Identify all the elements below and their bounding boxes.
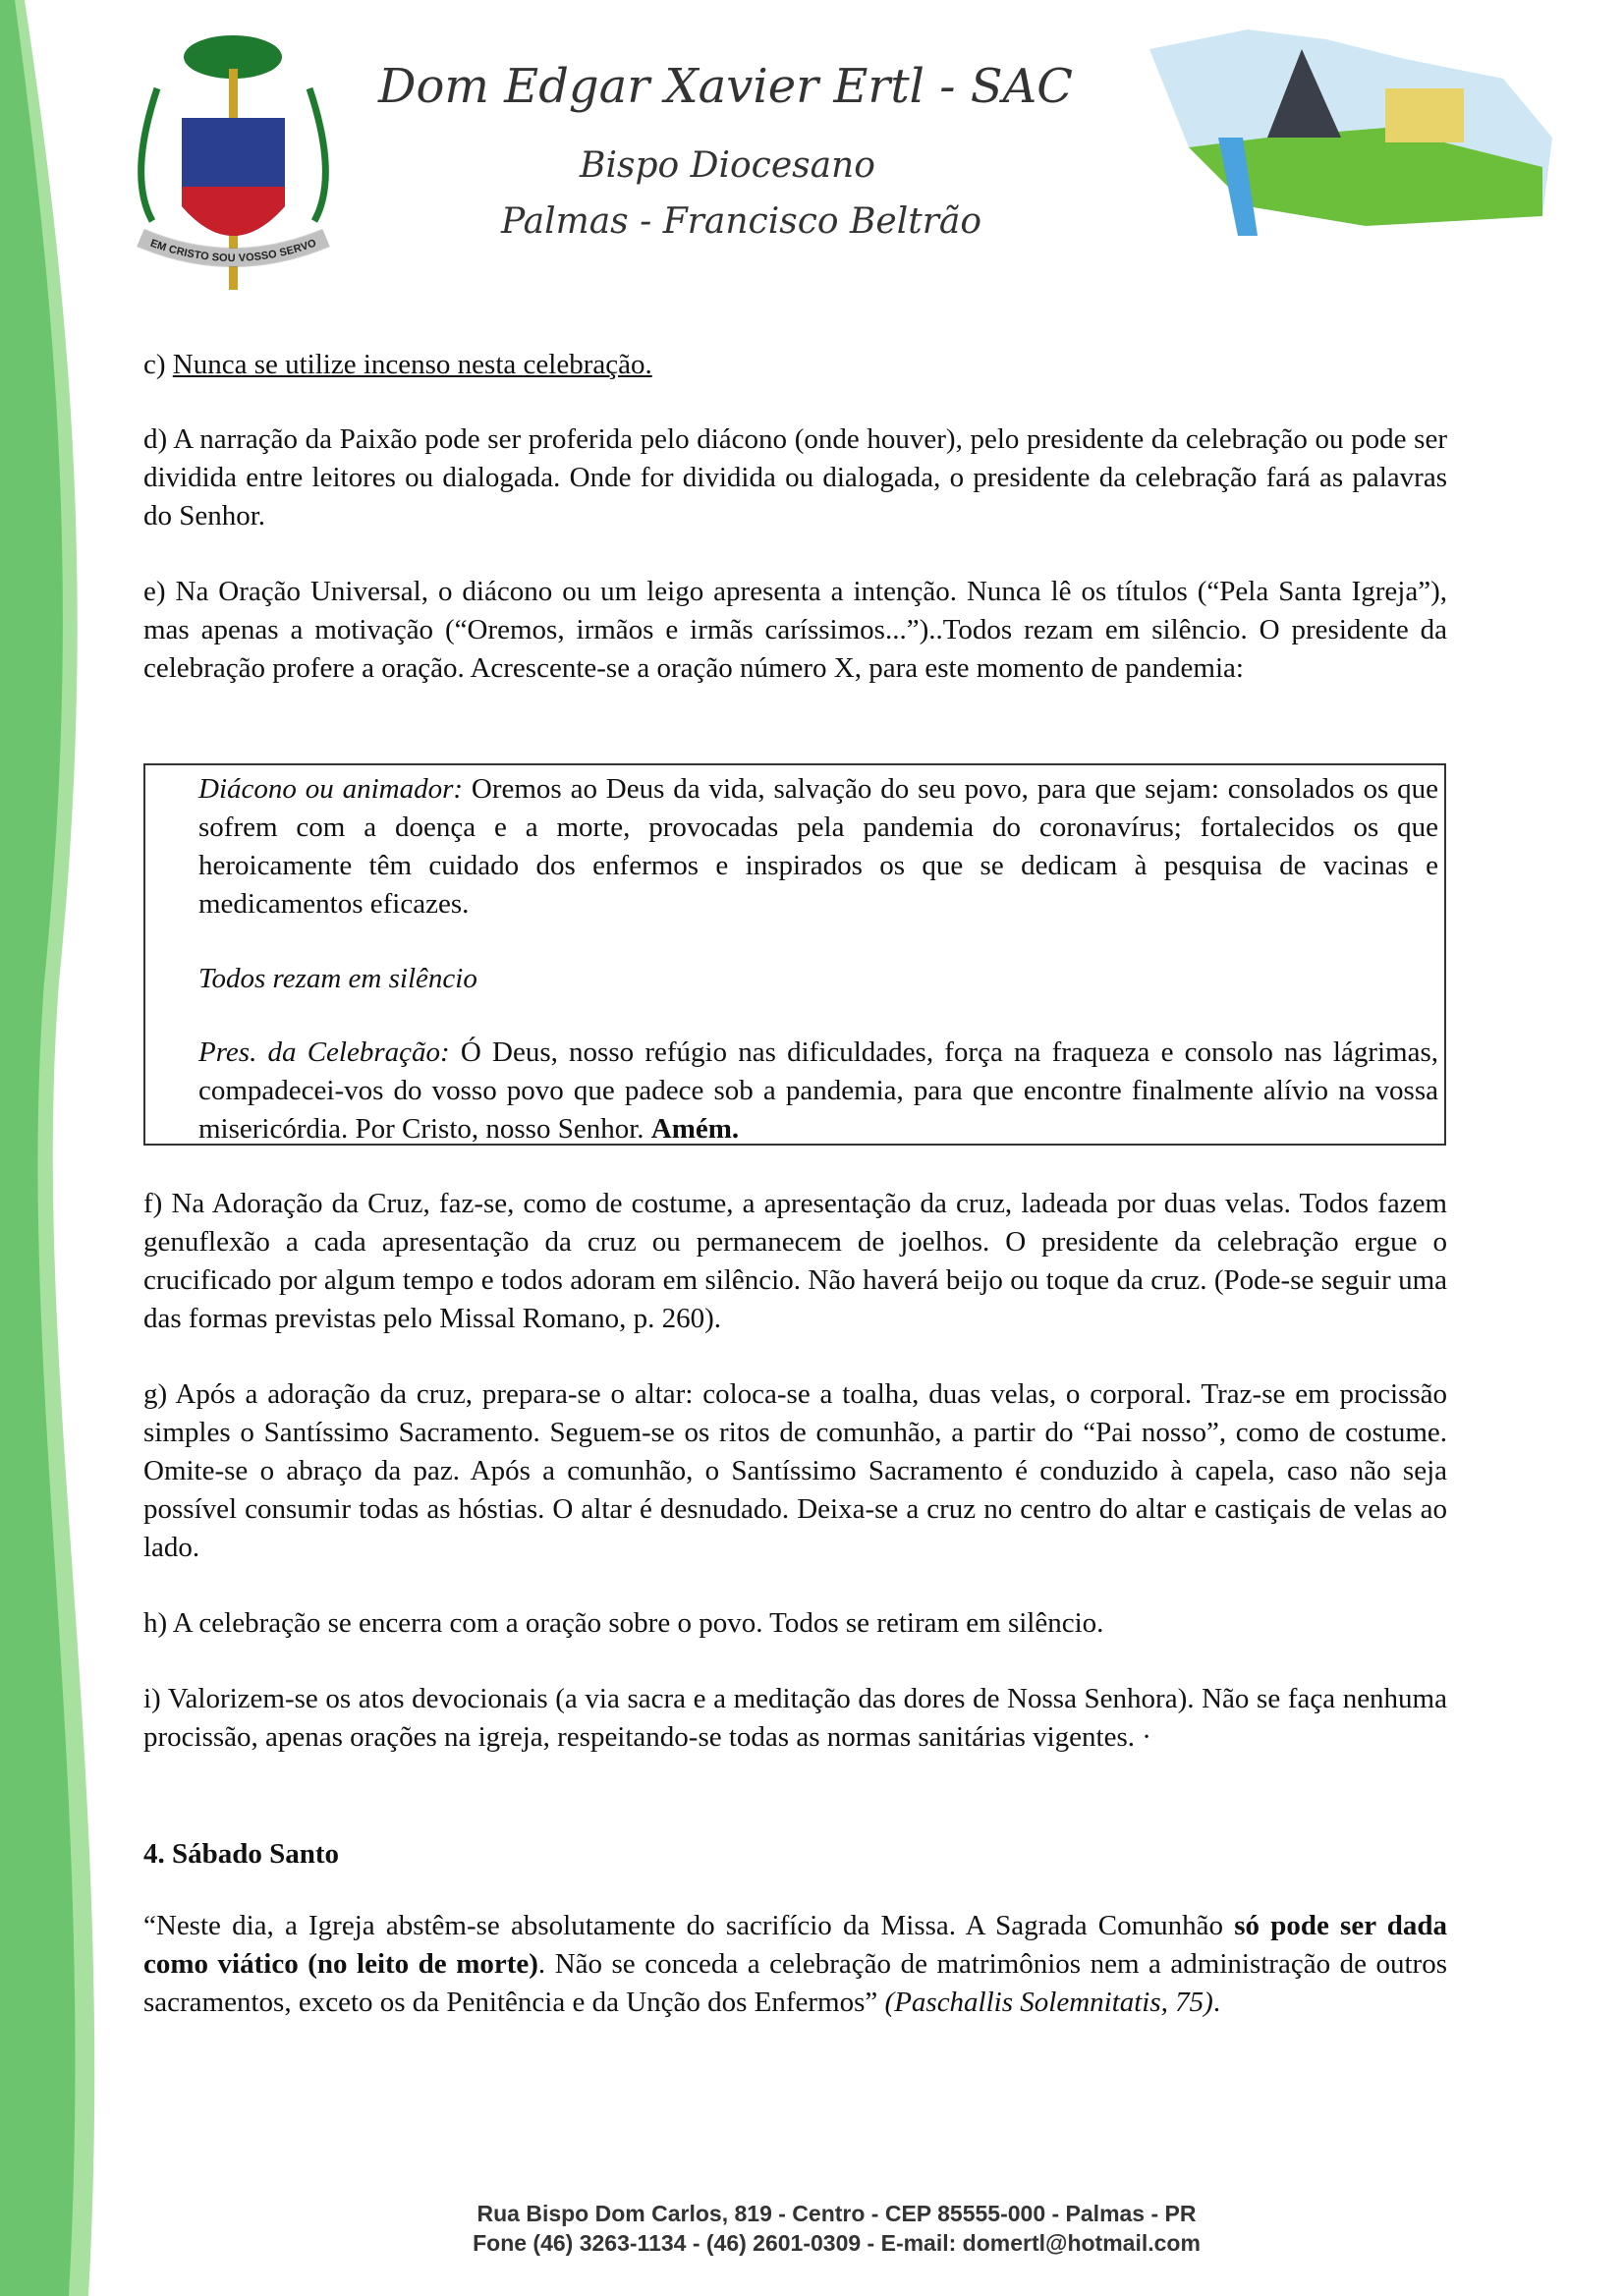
crest-motto-text: EM CRISTO SOU VOSSO SERVO [148, 237, 318, 265]
quote-part-2: . Não se conceda a celebração de matrimônios nem a administração de outros sacramentos, exceto os da Penitência e da Unção dos Enfermos” [143, 1948, 1447, 2018]
paragraph-f: f) Na Adoração da Cruz, faz-se, como de costume, a apresentação da cruz, ladeada por duas velas. Todos fazem genuflexão a cada apresentação da cruz ou permanecem de joelhos. O presidente da celebração ergue o crucificado por algum tempo e todos adoram em silêncio. Não haverá beijo ou toque da cruz. (Pode-se seguir uma das formas previstas pelo Missal Romano, p. 260). [143, 1188, 1447, 1334]
header-title: Dom Edgar Xavier Ertl - SAC [378, 59, 1073, 114]
deacon-prayer [198, 770, 1438, 924]
item-c-label: c) [143, 349, 173, 380]
silence-note [198, 960, 1438, 998]
president-text: Ó Deus, nosso refúgio nas dificuldades, força na fraqueza e consolo nas lágrimas, compadecei-vos do vosso povo que padece sob a pandemia, para que encontre finalmente alívio na vossa misericórdia. Por Cristo, nosso Senhor. [198, 1036, 1439, 1145]
prayer-box [143, 763, 1446, 1146]
footer-contact: Fone (46) 3263-1134 - (46) 2601-0309 - E-mail: domertl@hotmail.com [473, 2230, 1201, 2256]
deacon-label: Diácono ou animador: [198, 773, 464, 805]
deacon-text: Oremos ao Deus da vida, salvação do seu povo, para que sejam: consolados os que sofrem com a doença e a morte, provocadas pela pandemia do coronavírus; fortalecidos os que heroicamente têm cuidado dos enfermos e inspirados os que se dedicam à pesquisa de vacinas e medicamentos eficazes. [198, 773, 1438, 920]
header-location: Palmas - Francisco Beltrão [501, 201, 982, 242]
paragraph-i: i) Valorizem-se os atos devocionais (a via sacra e a meditação das dores de Nossa Senhora). Não se faça nenhuma procissão, apenas orações na igreja, respeitando-se todas as normas sanitárias vigentes. · [143, 1683, 1447, 1753]
footer-address: Rua Bispo Dom Carlos, 819 - Centro - CEP 85555-000 - Palmas - PR [476, 2201, 1197, 2226]
president-label: Pres. da Celebração: [198, 1036, 450, 1068]
president-prayer [198, 1034, 1438, 1148]
quote-end: . [1212, 1987, 1221, 2018]
paragraph-quote [143, 1907, 1447, 2022]
paragraph-d: d) A narração da Paixão pode ser proferida pelo diácono (onde houver), pelo presidente da celebração ou pode ser dividida entre leitores ou dialogada. Onde for dividida ou dialogada, o presidente da celebração fará as palavras do Senhor. [143, 423, 1447, 532]
item-c-text: Nunca se utilize incenso nesta celebração. [172, 349, 652, 380]
header-subtitle: Bispo Diocesano [580, 145, 875, 186]
section-heading: 4. Sábado Santo [143, 1838, 340, 1870]
coat-of-arms-logo [113, 29, 354, 295]
paragraph-e: e) Na Oração Universal, o diácono ou um leigo apresenta a intenção. Nunca lê os títulos (“Pela Santa Igreja”), mas apenas a motivação (“Oremos, irmãos e irmãs caríssimos...”)..Todos rezam em silêncio. O presidente da celebração profere a oração. Acrescente-se a oração número X, para este momento de pandemia: [143, 576, 1447, 684]
paragraph-h: h) A celebração se encerra com a oração sobre o povo. Todos se retiram em silêncio. [143, 1607, 1104, 1639]
diocese-map-illustration [1130, 20, 1562, 236]
paragraph-c [143, 346, 1447, 384]
paragraph-g: g) Após a adoração da cruz, prepara-se o altar: coloca-se a toalha, duas velas, o corporal. Traz-se em procissão simples o Santíssimo Sacramento. Seguem-se os ritos de comunhão, a partir do “Pai nosso”, como de costume. Omite-se o abraço da paz. Após a comunhão, o Santíssimo Sacramento é conduzido à capela, caso não seja possível consumir todas as hóstias. O altar é desnudado. Deixa-se a cruz no centro do altar e castiçais de velas ao lado. [143, 1378, 1447, 1563]
amen: Amém. [650, 1113, 740, 1145]
quote-citation: (Paschallis Solemnitatis, 75) [884, 1987, 1213, 2018]
green-wave-band [0, 0, 138, 2296]
quote-bold: só pode ser dada como viático (no leito de morte) [143, 1910, 1447, 1980]
quote-part-1: “Neste dia, a Igreja abstêm-se absolutamente do sacrifício da Missa. A Sagrada Comunhão [143, 1910, 1235, 1941]
silence-text: Todos rezam em silêncio [198, 963, 477, 994]
